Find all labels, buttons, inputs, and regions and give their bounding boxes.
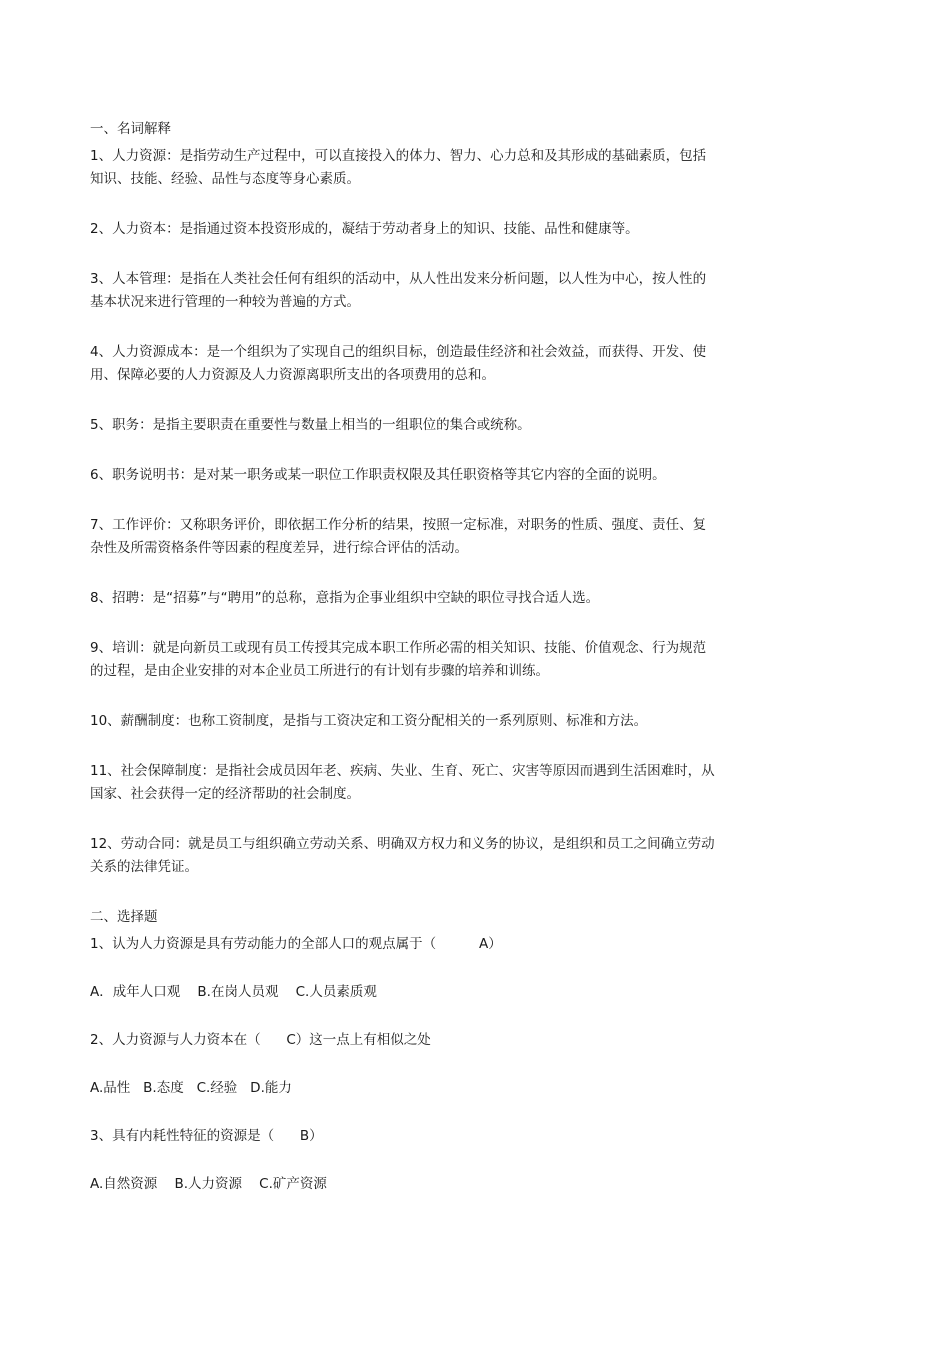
definition-item: 8、招聘：是“招募”与“聘用”的总称，意指为企事业组织中空缺的职位寻找合适人选。 xyxy=(90,590,600,606)
question-options: A．成年人口观 B.在岗人员观 C.人员素质观 xyxy=(90,984,377,1000)
question-options: A.品性 B.态度 C.经验 D.能力 xyxy=(90,1080,292,1096)
definition-item: 1、人力资源：是指劳动生产过程中，可以直接投入的体力、智力、心力总和及其形成的基础素质，包括 知识、技能、经验、品性与态度等身心素质。 xyxy=(90,148,707,187)
definition-item: 5、职务：是指主要职责在重要性与数量上相当的一组职位的集合或统称。 xyxy=(90,417,531,433)
document-page xyxy=(90,118,790,1196)
definition-item: 12、劳动合同：就是员工与组织确立劳动关系、明确双方权力和义务的协议，是组织和员工之间确立劳动 关系的法律凭证。 xyxy=(90,836,715,875)
definition-item: 4、人力资源成本：是一个组织为了实现自己的组织目标，创造最佳经济和社会效益，而获得、开发、使 用、保障必要的人力资源及人力资源离职所支出的各项费用的总和。 xyxy=(90,344,707,383)
definition-item: 10、薪酬制度：也称工资制度，是指与工资决定和工资分配相关的一系列原则、标准和方法。 xyxy=(90,713,648,729)
definition-item: 11、社会保障制度：是指社会成员因年老、疾病、失业、生育、死亡、灾害等原因而遇到生活困难时，从 国家、社会获得一定的经济帮助的社会制度。 xyxy=(90,763,715,802)
question-text: 3、具有内耗性特征的资源是（ B） xyxy=(90,1128,323,1144)
question-text: 1、认为人力资源是具有劳动能力的全部人口的观点属于（ A） xyxy=(90,936,502,952)
definition-item: 2、人力资本：是指通过资本投资形成的，凝结于劳动者身上的知识、技能、品性和健康等。 xyxy=(90,221,639,237)
definition-item: 9、培训：就是向新员工或现有员工传授其完成本职工作所必需的相关知识、技能、价值观念、行为规范 的过程，是由企业安排的对本企业员工所进行的有计划有步骤的培养和训练。 xyxy=(90,640,707,679)
question-options: A.自然资源 B.人力资源 C.矿产资源 xyxy=(90,1176,327,1192)
question-text: 2、人力资源与人力资本在（ C）这一点上有相似之处 xyxy=(90,1032,431,1048)
section-heading-choices: 二、选择题 xyxy=(90,909,158,925)
definition-item: 6、职务说明书：是对某一职务或某一职位工作职责权限及其任职资格等其它内容的全面的说明。 xyxy=(90,467,666,483)
section-heading-definitions: 一、名词解释 xyxy=(90,121,171,137)
definition-item: 7、工作评价：又称职务评价，即依据工作分析的结果，按照一定标准，对职务的性质、强度、责任、复 杂性及所需资格条件等因素的程度差异，进行综合评估的活动。 xyxy=(90,517,707,556)
definition-item: 3、人本管理：是指在人类社会任何有组织的活动中，从人性出发来分析问题，以人性为中心，按人性的 基本状况来进行管理的一种较为普遍的方式。 xyxy=(90,271,707,310)
